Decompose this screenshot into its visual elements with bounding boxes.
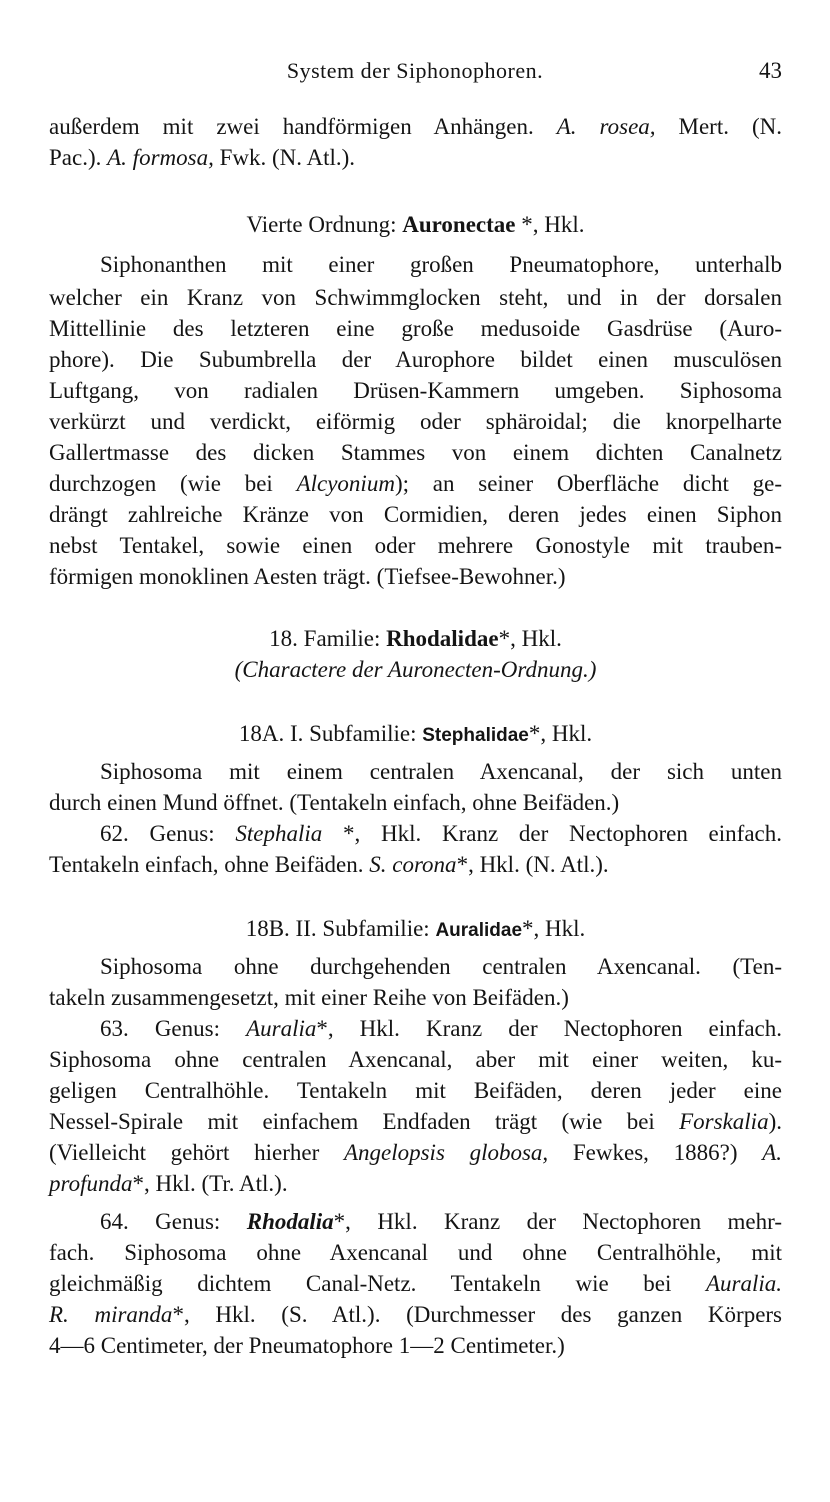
text-segment: Luftgang, von radialen Drüsen-Kammern umgeben. Siphosoma <box>49 378 782 403</box>
text-segment: A. rosea, <box>556 114 656 139</box>
text-line <box>49 531 782 561</box>
text-segment: Vierte Ordnung: <box>246 212 403 237</box>
text-line <box>100 1014 782 1044</box>
text-segment: *, Hkl. <box>515 212 585 237</box>
text-segment: außerdem mit zwei handförmigen Anhängen. <box>49 114 557 139</box>
page-number: 43 <box>759 58 782 83</box>
text-segment: Siphosoma ohne centralen Axencanal, aber mit einer weiten, ku- <box>49 1047 782 1072</box>
text-line <box>49 914 782 946</box>
text-segment: *, Hkl. Kranz der Nectophoren einfach. <box>322 821 782 846</box>
text-line <box>49 562 782 592</box>
text-line <box>100 757 782 787</box>
text-segment: durch einen Mund öffnet. (Tentakeln einfach, ohne Beifäden.) <box>49 790 620 815</box>
text-line <box>49 1169 782 1199</box>
text-line <box>100 819 782 849</box>
text-segment: Auralia <box>246 1016 317 1041</box>
text-segment: Angelopsis globosa, <box>343 1140 549 1165</box>
text-line <box>49 1107 782 1137</box>
text-segment: 64. Genus: <box>100 1209 247 1234</box>
text-segment: *, Hkl. (N. Atl.). <box>456 852 609 877</box>
text-segment: (Charactere der Auronecten-Ordnung.) <box>234 657 597 682</box>
text-segment: drängt zahlreiche Kränze von Cormidien, deren jedes einen Siphon <box>49 502 782 527</box>
text-segment: *, Hkl. <box>528 721 593 746</box>
text-segment: Tentakeln einfach, ohne Beifäden. <box>49 852 370 877</box>
text-line <box>49 283 782 313</box>
text-segment: A. <box>762 1140 782 1165</box>
text-line <box>49 1138 782 1168</box>
text-segment: Mittellinie des letzteren eine große medusoide Gasdrüse (Auro- <box>49 316 782 341</box>
text-segment: *, Hkl. <box>498 626 562 651</box>
text-segment: Rhodalidae <box>386 626 499 651</box>
text-segment: S. corona <box>369 852 457 877</box>
text-line <box>100 952 782 982</box>
text-segment: Fwk. (N. Atl.). <box>213 145 356 170</box>
running-header-title: System der Siphonophoren. <box>286 58 544 83</box>
text-segment: Mert. (N. <box>655 114 782 139</box>
text-segment: welcher ein Kranz von Schwimmglocken steht, und in der dorsalen <box>49 285 782 310</box>
text-segment: *, Hkl. Kranz der Nectophoren einfach. <box>316 1016 782 1041</box>
text-segment: R. miranda <box>49 1302 173 1327</box>
text-segment: *, Hkl. (S. Atl.). (Durchmesser des ganzen Körpers <box>172 1302 783 1327</box>
text-segment: Rhodalia <box>246 1209 334 1234</box>
text-segment: Auralia. <box>705 1271 782 1296</box>
text-line <box>49 345 782 375</box>
text-line <box>100 1207 782 1237</box>
text-segment: Siphosoma ohne durchgehenden centralen Axencanal. (Ten- <box>100 954 782 979</box>
text-segment: Auralidae <box>435 920 523 941</box>
text-line <box>49 655 782 685</box>
text-line <box>49 314 782 344</box>
text-segment: Gallertmasse des dicken Stammes von einem dichten Canalnetz <box>49 440 782 465</box>
text-line <box>49 210 782 240</box>
text-line <box>100 250 782 280</box>
text-segment: takeln zusammengesetzt, mit einer Reihe von Beifäden.) <box>49 985 569 1010</box>
text-segment: Auronectae <box>402 212 516 237</box>
text-line <box>49 624 782 654</box>
text-segment: 62. Genus: <box>100 821 236 846</box>
text-line <box>49 143 782 173</box>
text-segment: nebst Tentakel, sowie einen oder mehrere Gonostyle mit trauben- <box>49 533 782 558</box>
text-segment: ); an seiner Oberfläche dicht ge- <box>394 471 782 496</box>
text-line <box>49 112 782 142</box>
text-line <box>49 438 782 468</box>
text-segment: 18B. II. Subfamilie: <box>245 916 436 941</box>
text-line <box>49 469 782 499</box>
text-segment: *, Hkl. Kranz der Nectophoren mehr- <box>333 1209 782 1234</box>
text-line <box>49 850 782 880</box>
text-segment: *, Hkl. (Tr. Atl.). <box>132 1171 288 1196</box>
text-segment: Fewkes, 1886?) <box>548 1140 763 1165</box>
text-segment: geligen Centralhöhle. Tentakeln mit Beifäden, deren jeder eine <box>49 1078 782 1103</box>
text-line <box>49 376 782 406</box>
text-line <box>49 500 782 530</box>
text-segment: Alcyonium <box>296 471 395 496</box>
text-segment: *, Hkl. <box>522 916 586 941</box>
text-segment: Stephalia <box>235 821 323 846</box>
text-segment: 63. Genus: <box>100 1016 247 1041</box>
text-line <box>49 407 782 437</box>
text-line <box>49 1269 782 1299</box>
text-segment: Stephalidae <box>422 725 529 746</box>
text-segment: durchzogen (wie bei <box>49 471 297 496</box>
text-segment: verkürzt und verdickt, eiförmig oder sphäroidal; die knorpelharte <box>49 409 782 434</box>
text-segment: phore). Die Subumbrella der Aurophore bildet einen musculösen <box>49 347 782 372</box>
text-segment: ). <box>768 1109 782 1134</box>
text-line <box>49 1045 782 1075</box>
text-segment: Siphonanthen mit einer großen Pneumatophore, unterhalb <box>100 252 782 277</box>
text-segment: fach. Siphosoma ohne Axencanal und ohne Centralhöhle, mit <box>49 1240 782 1265</box>
text-line <box>49 719 782 751</box>
text-segment: gleichmäßig dichtem Canal-Netz. Tentakeln wie bei <box>49 1271 706 1296</box>
text-segment: 18. Familie: <box>269 626 387 651</box>
text-segment: Pac.). <box>49 145 108 170</box>
text-segment: Forskalia <box>679 1109 769 1134</box>
text-line <box>49 1238 782 1268</box>
text-segment: förmigen monoklinen Aesten trägt. (Tiefsee-Bewohner.) <box>49 564 566 589</box>
text-line <box>49 788 782 818</box>
text-segment: A. formosa, <box>107 145 214 170</box>
text-segment: profunda <box>49 1171 133 1196</box>
text-line <box>49 1331 782 1361</box>
text-line <box>49 1076 782 1106</box>
text-line <box>49 1300 782 1330</box>
text-segment: Siphosoma mit einem centralen Axencanal, der sich unten <box>100 759 782 784</box>
text-segment: 4—6 Centimeter, der Pneumatophore 1—2 Centimeter.) <box>49 1333 565 1358</box>
text-line <box>49 983 782 1013</box>
text-segment: 18A. I. Subfamilie: <box>238 721 423 746</box>
text-segment: (Vielleicht gehört hierher <box>49 1140 344 1165</box>
text-segment: Nessel-Spirale mit einfachem Endfaden trägt (wie bei <box>49 1109 680 1134</box>
